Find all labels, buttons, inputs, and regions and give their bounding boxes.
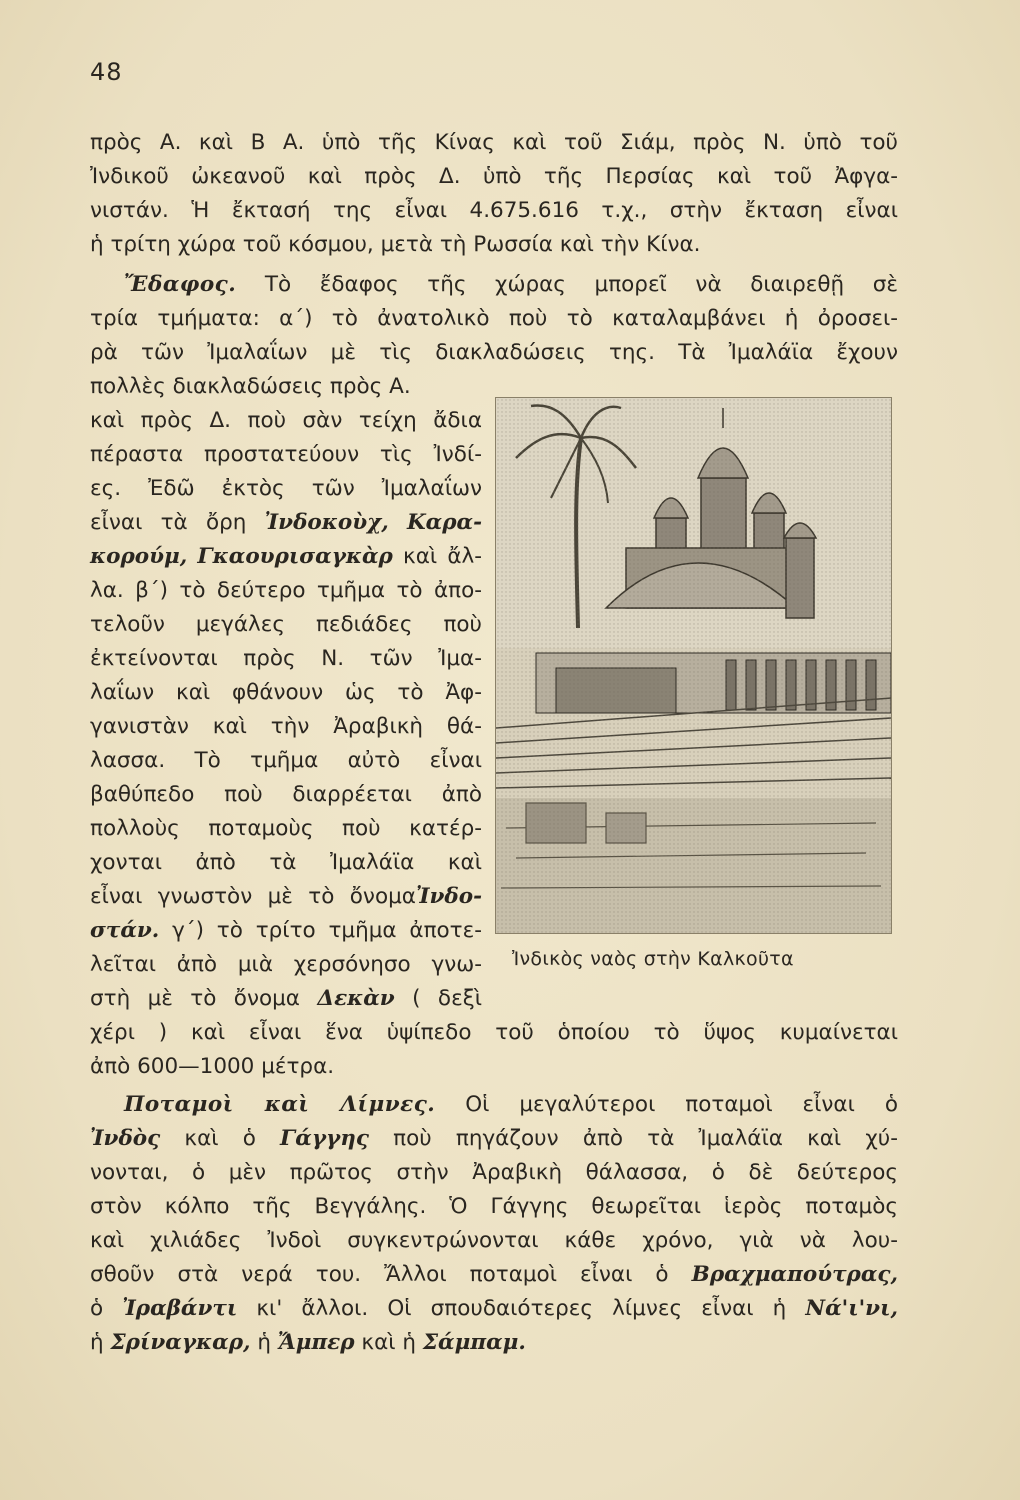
soil-text: Τὸ ἔδαφος τῆς χώρας μπορεῖ νὰ διαιρεθῇ σὲ [264,272,898,297]
text-line: πολλὲς διακλαδώσεις πρὸς Α. [90,374,411,399]
text-line: λασσα. Τὸ τμῆμα αὐτὸ εἶναι [90,748,482,773]
term-srinagar: Σρίναγκαρ, [110,1330,251,1355]
page-number: 48 [90,58,123,86]
rivers-paragraph-line: Ποταμοὶ καὶ Λίμνες. Οἱ μεγαλύτεροι ποταμοὶ εἶναι ὁ [124,1092,898,1117]
text-line: ἐκτείνονται πρὸς Ν. τῶν Ἰμα- [90,646,482,671]
term-naini: Νά'ι'νι, [805,1296,898,1321]
text-line: πολλοὺς ποταμοὺς ποὺ κατέρ- [90,816,482,841]
term-irrawaddy: Ἰραβάντι [122,1296,238,1321]
text-line: στάν. γ΄) τὸ τρίτο τμῆμα ἀποτε- [90,918,482,943]
term-gaurisankar: Γκαουρισαγκὰρ [197,544,393,569]
text-line: καὶ πρὸς Δ. ποὺ σὰν τείχη ἄδια [90,408,482,433]
term-hindu-kush: Ἰνδοκοὺχ, [264,510,389,535]
text-line: νιστάν. Ἡ ἔκτασή της εἶναι 4.675.616 τ.χ., στὴν ἔκταση εἶναι [90,198,898,223]
text-line: χονται ἀπὸ τὰ Ἰμαλάϊα καὶ [90,850,482,875]
temple-photo [495,397,892,934]
text-line: ἀπὸ 600—1000 μέτρα. [90,1054,335,1079]
text-line: πέραστα προστατεύουν τὶς Ἰνδί- [90,442,482,467]
text-line: ρὰ τῶν Ἰμαλαΐων μὲ τὶς διακλαδώσεις της. Τὰ Ἰμαλάϊα ἔχουν [90,340,898,365]
text-line: εἶναι τὰ ὄρη Ἰνδοκοὺχ, Καρα- [90,510,482,535]
text-line: σθοῦν στὰ νερά του. Ἄλλοι ποταμοὶ εἶναι ὁ Βραχμαπούτρας, [90,1262,898,1287]
term-hindustan: Ἰνδο- [415,884,482,909]
term-amber: Ἄμπερ [277,1330,355,1355]
text-line: πρὸς Α. καὶ Β Α. ὑπὸ τῆς Κίνας καὶ τοῦ Σιάμ, πρὸς Ν. ὑπὸ τοῦ [90,130,898,155]
text-line: λεῖται ἀπὸ μιὰ χερσόνησο γνω- [90,952,482,977]
soil-paragraph-line [90,268,898,302]
text-line: χέρι ) καὶ εἶναι ἕνα ὑψίπεδο τοῦ ὁποίου τὸ ὕψος κυμαίνεται [90,1020,898,1045]
text-line: κορούμ, Γκαουρισαγκὰρ καὶ ἄλ- [90,544,482,569]
text-line: καὶ χιλιάδες Ἰνδοὶ συγκεντρώνονται κάθε χρόνο, γιὰ νὰ λου- [90,1228,898,1253]
term-deccan: Δεκὰν [317,986,395,1011]
text-line: ἡ Σρίναγκαρ, ἡ Ἄμπερ καὶ ἡ Σάμπαμ. [90,1330,526,1355]
term-ganges: Γάγγης [280,1126,369,1151]
text-line: Ἰνδικοῦ ὠκεανοῦ καὶ πρὸς Δ. ὑπὸ τῆς Περσίας καὶ τοῦ Ἀφγα- [90,164,898,189]
text-line: εἶναι γνωστὸν μὲ τὸ ὄνομαἸνδο- [90,884,482,909]
rivers-heading: Ποταμοὶ καὶ Λίμνες. [124,1092,436,1117]
text-line: Ἰνδὸς καὶ ὁ Γάγγης ποὺ πηγάζουν ἀπὸ τὰ Ἰμαλάϊα καὶ χύ- [90,1126,899,1151]
text-line: τρία τμήματα: α΄) τὸ ἀνατολικὸ ποὺ τὸ καταλαμβάνει ἡ ὀροσει- [90,306,898,331]
text-line: στὸν κόλπο τῆς Βεγγάλης. Ὁ Γάγγης θεωρεῖται ἱερὸς ποταμὸς [90,1194,898,1219]
term-sambhar: Σάμπαμ. [422,1330,526,1355]
term-karakoram: Καρα- [407,510,482,535]
text-line: λα. β΄) τὸ δεύτερο τμῆμα τὸ ἀπο- [90,578,482,603]
temple-illustration [496,398,891,933]
text-line: λαΐων καὶ φθάνουν ὡς τὸ Ἀφ- [90,680,482,705]
figure-caption: Ἰνδικὸς ναὸς στὴν Καλκοῦτα [512,948,794,970]
text-line: βαθύπεδο ποὺ διαρρέεται ἀπὸ [90,782,482,807]
soil-heading: Ἔδαφος. [124,272,237,297]
text-line: γανιστὰν καὶ τὴν Ἀραβικὴ θά- [90,714,482,739]
term-indus: Ἰνδὸς [90,1126,161,1151]
text-line: ες. Ἐδῶ ἐκτὸς τῶν Ἰμαλαΐων [90,476,482,501]
text-line: νονται, ὁ μὲν πρῶτος στὴν Ἀραβικὴ θάλασσα, ὁ δὲ δεύτερος [90,1160,898,1185]
text-line: ἡ τρίτη χώρα τοῦ κόσμου, μετὰ τὴ Ρωσσία καὶ τὴν Κίνα. [90,232,701,257]
text-line: ὁ Ἰραβάντι κι' ἄλλοι. Οἱ σπουδαιότερες λίμνες εἶναι ἡ Νά'ι'νι, [90,1296,898,1321]
text-line: στὴ μὲ τὸ ὄνομα Δεκὰν ( δεξὶ [90,986,482,1011]
text-line: τελοῦν μεγάλες πεδιάδες ποὺ [90,612,482,637]
term-brahmaputra: Βραχμαπούτρας, [691,1262,898,1287]
